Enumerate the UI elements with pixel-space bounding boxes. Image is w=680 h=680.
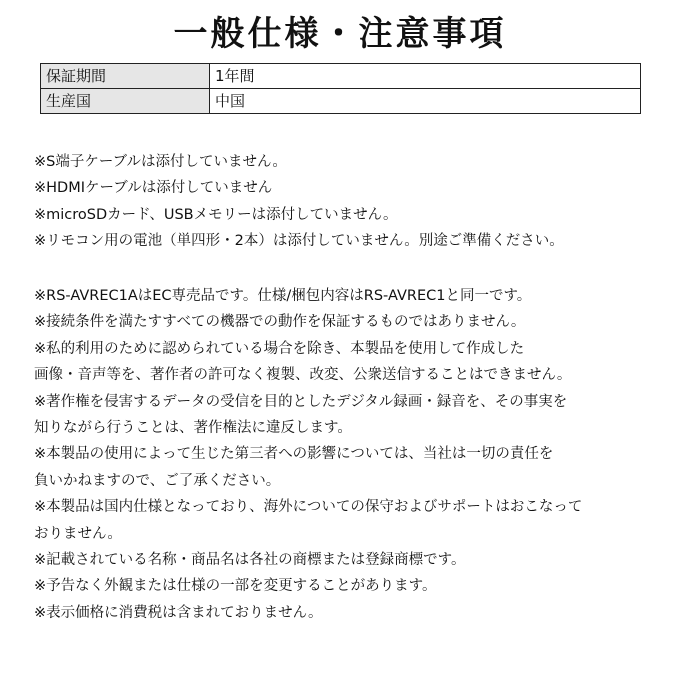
note-line: ※RS-AVREC1AはEC専売品です。仕様/梱包内容はRS-AVREC1と同一です。 bbox=[34, 288, 532, 304]
note-line: ※S端子ケーブルは添付していません。 bbox=[34, 154, 287, 170]
spec-label-warranty: 保証期間 bbox=[41, 64, 210, 89]
note-line: ※HDMIケーブルは添付していません bbox=[34, 180, 273, 197]
note-line: ※本製品の使用によって生じた第三者への影響については、当社は一切の責任を bbox=[34, 446, 554, 463]
caution-notes bbox=[34, 283, 674, 626]
note-line: 負いかねますので、ご了承ください。 bbox=[34, 472, 281, 489]
spec-label-country: 生産国 bbox=[41, 89, 210, 114]
note-line: ※リモコン用の電池（単四形・2本）は添付していません。別途ご準備ください。 bbox=[34, 233, 564, 250]
table-row bbox=[41, 64, 641, 89]
note-line: ※本製品は国内仕様となっており、海外についての保守およびサポートはおこなって bbox=[34, 499, 583, 516]
spec-table bbox=[40, 63, 641, 114]
page-title: 一般仕様・注意事項 bbox=[173, 14, 507, 54]
note-line: ※私的利用のために認められている場合を除き、本製品を使用して作成した bbox=[34, 340, 525, 357]
note-line: おりません。 bbox=[34, 525, 122, 542]
note-line: 知りながら行うことは、著作権法に違反します。 bbox=[34, 420, 352, 437]
table-row bbox=[41, 89, 641, 114]
note-line: 画像・音声等を、著作者の許可なく複製、改変、公衆送信することはできません。 bbox=[34, 367, 572, 384]
note-line: ※予告なく外観または仕様の一部を変更することがあります。 bbox=[34, 578, 437, 595]
spec-value-warranty: 1年間 bbox=[210, 64, 641, 89]
note-line: ※microSDカード、USBメモリーは添付していません。 bbox=[34, 206, 398, 223]
note-line: ※記載されている名称・商品名は各社の商標または登録商標です。 bbox=[34, 552, 466, 569]
note-line: ※著作権を侵害するデータの受信を目的としたデジタル録画・録音を、その事実を bbox=[34, 393, 568, 410]
spec-value-country: 中国 bbox=[210, 89, 641, 114]
note-line: ※表示価格に消費税は含まれておりません。 bbox=[34, 604, 323, 621]
note-line: ※接続条件を満たすすべての機器での動作を保証するものではありません。 bbox=[34, 314, 526, 331]
accessories-notes bbox=[34, 149, 674, 255]
